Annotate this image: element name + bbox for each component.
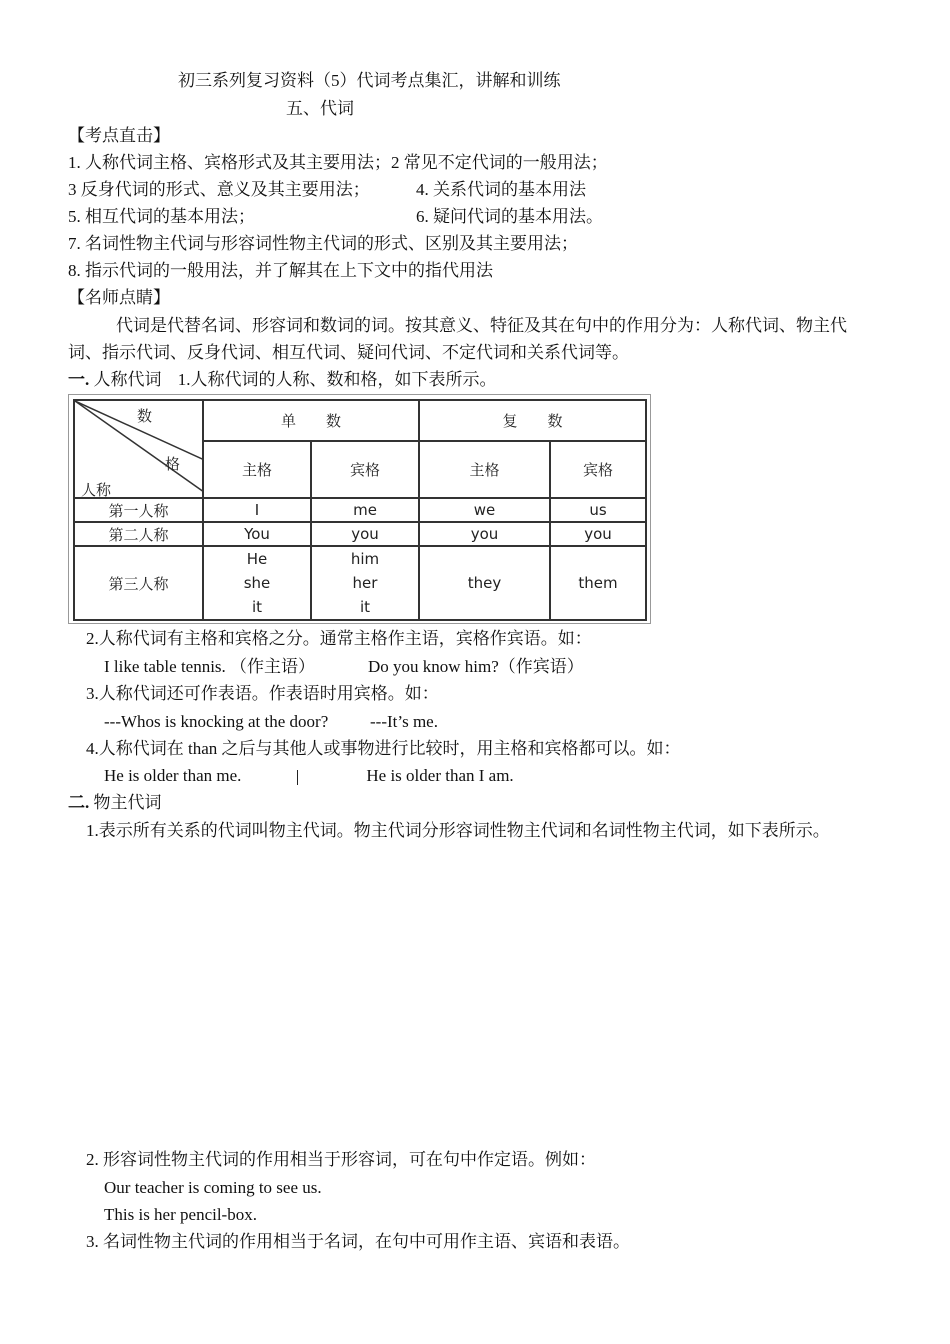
example-2a: I like table tennis. （作主语） [104, 657, 316, 676]
pronoun-table-frame [68, 394, 651, 624]
kaodian-item-6: 6. 疑问代词的基本用法。 [416, 207, 603, 226]
part2-example-b: This is her pencil-box. [104, 1205, 257, 1224]
kaodian-item-7: 7. 名词性物主代词与形容词性物主代词的形式、区别及其主要用法； [68, 234, 578, 253]
kaodian-item-4: 4. 关系代词的基本用法 [416, 180, 586, 199]
pl-subject-case-header: 主格 [419, 441, 550, 498]
plural-header: 复 数 [419, 400, 646, 441]
part2-heading-num: 二. [68, 793, 90, 812]
person-cell: 第二人称 [74, 522, 203, 546]
pl-object-cell: us [550, 498, 646, 522]
pl-object-case-header: 宾格 [550, 441, 646, 498]
pl-subject-cell: we [419, 498, 550, 522]
part1-heading [68, 369, 497, 391]
person-cell: 第一人称 [74, 498, 203, 522]
mingshi-heading: 【名师点睛】 [68, 288, 170, 307]
table-row [74, 498, 646, 522]
sg-subject-cell [203, 546, 311, 620]
sg-object-case-header: 宾格 [311, 441, 419, 498]
part2-heading-text: 物主代词 [93, 793, 162, 812]
part2-point3: 3. 名词性物主代词的作用相当于名词，在句中可用作主语、宾语和表语。 [86, 1232, 630, 1251]
person-cell: 第三人称 [74, 546, 203, 620]
kaodian-heading: 【考点直击】 [68, 126, 170, 145]
pronoun-her: her [352, 574, 378, 592]
example-2b: Do you know him?（作宾语） [368, 657, 584, 676]
kaodian-item-8: 8. 指示代词的一般用法，并了解其在上下文中的指代用法 [68, 261, 493, 280]
pl-subject-cell: you [419, 522, 550, 546]
example-3a: ---Whos is knocking at the door? [104, 712, 329, 731]
table-header-row [74, 400, 646, 441]
singular-header: 单 数 [203, 400, 419, 441]
pronoun-she: she [243, 574, 271, 592]
part1-heading-text: 人称代词 [93, 370, 162, 389]
intro-paragraph: 代词是代替名词、形容词和数词的词。按其意义、特征及其在句中的作用分为：人称代词、物主代词、指示代词、反身代词、相互代词、疑问代词、不定代词和关系代词等。 [68, 316, 847, 362]
part2-example-a: Our teacher is coming to see us. [104, 1178, 322, 1197]
pronoun-it: it [251, 598, 263, 616]
diag-number-label: 数 [137, 407, 153, 425]
part2-heading [68, 792, 162, 814]
sg-subject-cell: I [203, 498, 311, 522]
part1-point3: 3.人称代词还可作表语。作表语时用宾格。如： [86, 684, 439, 703]
pl-object-cell: them [550, 546, 646, 620]
kaodian-item-5: 5. 相互代词的基本用法； [68, 207, 255, 226]
example-4-line [104, 765, 514, 787]
table-row [74, 522, 646, 546]
sg-object-cell: me [311, 498, 419, 522]
pl-subject-cell: they [419, 546, 550, 620]
diagonal-header-cell [74, 400, 203, 498]
diag-person-label: 人称 [81, 481, 112, 499]
example-4b: He is older than I am. [366, 766, 514, 785]
diag-case-label: 格 [165, 455, 181, 473]
part1-point4: 4.人称代词在 than 之后与其他人或事物进行比较时，用主格和宾格都可以。如： [86, 739, 681, 758]
sg-subject-cell: You [203, 522, 311, 546]
sg-object-cell: you [311, 522, 419, 546]
pronoun-him: him [350, 550, 380, 568]
kaodian-item-3: 3 反身代词的形式、意义及其主要用法； [68, 180, 370, 199]
part2-point2: 2. 形容词性物主代词的作用相当于形容词，可在句中作定语。例如： [86, 1150, 596, 1169]
document-title: 初三系列复习资料（5）代词考点集汇，讲解和训练 [178, 71, 561, 90]
example-4a: He is older than me. [104, 766, 242, 785]
pronoun-it-obj: it [359, 598, 371, 616]
part2-point1: 1.表示所有关系的代词叫物主代词。物主代词分形容词性物主代词和名词性物主代词，如下表所示。 [86, 821, 830, 840]
part1-heading-num: 一. [68, 370, 90, 389]
sg-object-cell [311, 546, 419, 620]
example-3b: ---It’s me. [370, 712, 438, 731]
part1-point1: 1.人称代词的人称、数和格，如下表所示。 [177, 370, 497, 389]
separator-bar [297, 770, 298, 785]
sg-subject-case-header: 主格 [203, 441, 311, 498]
kaodian-item-1: 1. 人称代词主格、宾格形式及其主要用法；2 常见不定代词的一般用法； [68, 153, 608, 172]
pronoun-table [73, 399, 647, 621]
section-title: 五、代词 [286, 99, 354, 118]
pronoun-he: He [246, 550, 268, 568]
part1-point2: 2.人称代词有主格和宾格之分。通常主格作主语，宾格作宾语。如： [86, 629, 592, 648]
table-row [74, 546, 646, 620]
pl-object-cell: you [550, 522, 646, 546]
